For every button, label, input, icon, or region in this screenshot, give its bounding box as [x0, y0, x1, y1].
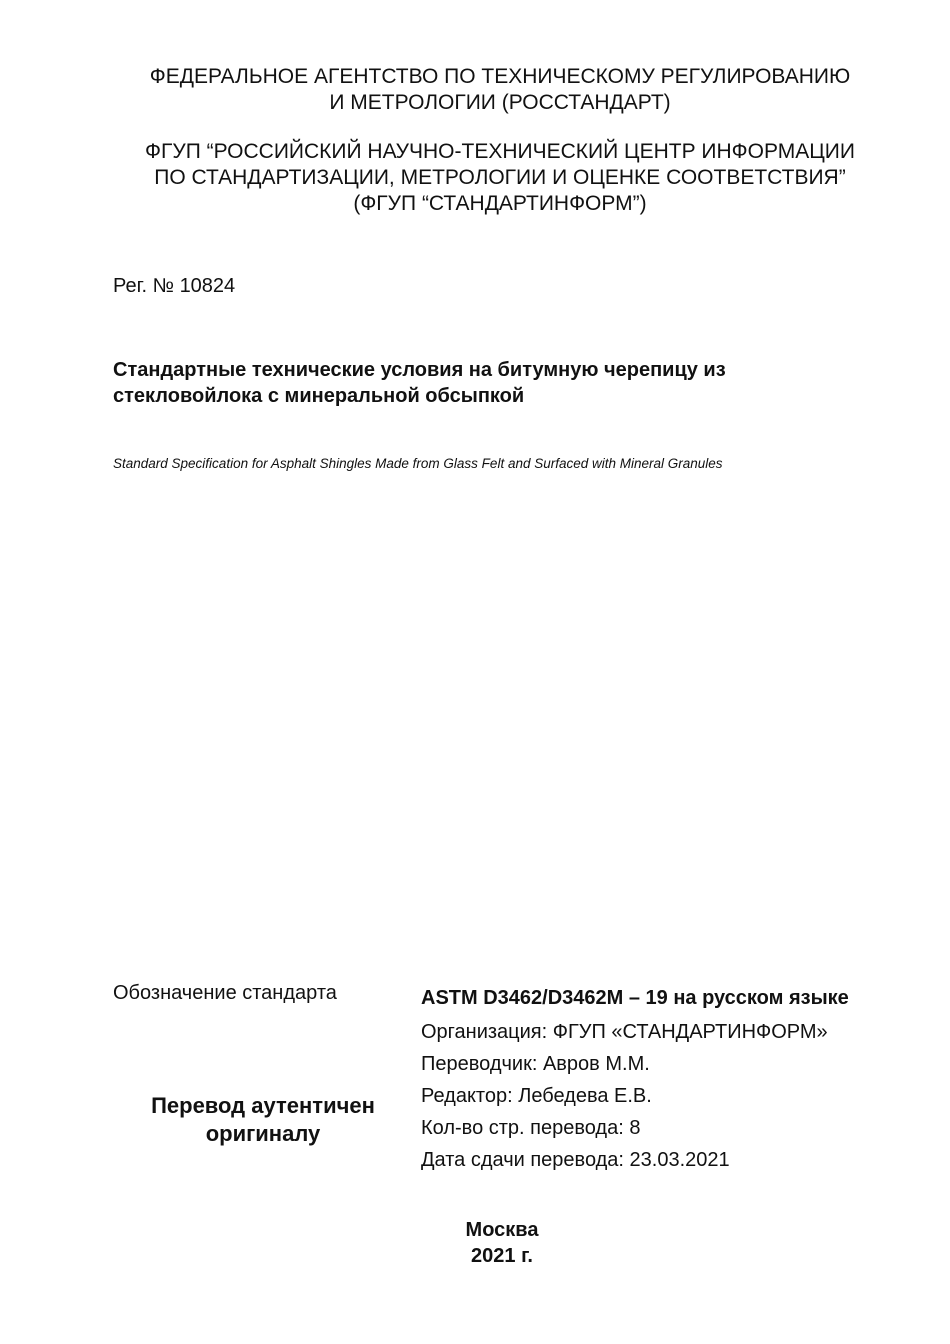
- agency-line: И МЕТРОЛОГИИ (РОССТАНДАРТ): [329, 91, 671, 114]
- authentic-line: оригиналу: [205, 1121, 321, 1146]
- translator: Переводчик: Авров М.М.: [421, 1053, 650, 1075]
- translation-details: [421, 985, 901, 1176]
- title-russian: Стандартные технические условия на битумную черепицу из стекловойлока с минеральной обсыпкой: [113, 359, 726, 407]
- editor: Редактор: Лебедева Е.В.: [421, 1085, 652, 1107]
- title-english: Standard Specification for Asphalt Shingles Made from Glass Felt and Surfaced with Mineral Granules: [113, 456, 723, 471]
- registration-number: Рег. № 10824: [113, 275, 236, 297]
- authentic-translation-note: [128, 1092, 398, 1148]
- standard-designation: ASTM D3462/D3462M – 19 на русском языке: [421, 987, 849, 1009]
- year: 2021 г.: [471, 1245, 533, 1267]
- center-header: [100, 139, 900, 217]
- center-line: (ФГУП “СТАНДАРТИНФОРМ”): [353, 192, 647, 215]
- page-count: Кол-во стр. перевода: 8: [421, 1117, 641, 1139]
- authentic-line: Перевод аутентичен: [151, 1093, 375, 1118]
- city: Москва: [465, 1219, 539, 1241]
- footer: [402, 1217, 602, 1269]
- agency-header: [100, 64, 900, 116]
- agency-line: ФЕДЕРАЛЬНОЕ АГЕНТСТВО ПО ТЕХНИЧЕСКОМУ РЕГУЛИРОВАНИЮ: [149, 65, 851, 88]
- designation-label: Обозначение стандарта: [113, 982, 337, 1004]
- organization: Организация: ФГУП «СТАНДАРТИНФОРМ»: [421, 1021, 828, 1043]
- center-line: ФГУП “РОССИЙСКИЙ НАУЧНО-ТЕХНИЧЕСКИЙ ЦЕНТР ИНФОРМАЦИИ: [145, 140, 855, 163]
- center-line: ПО СТАНДАРТИЗАЦИИ, МЕТРОЛОГИИ И ОЦЕНКЕ СООТВЕТСТВИЯ”: [154, 166, 846, 189]
- submission-date: Дата сдачи перевода: 23.03.2021: [421, 1149, 730, 1171]
